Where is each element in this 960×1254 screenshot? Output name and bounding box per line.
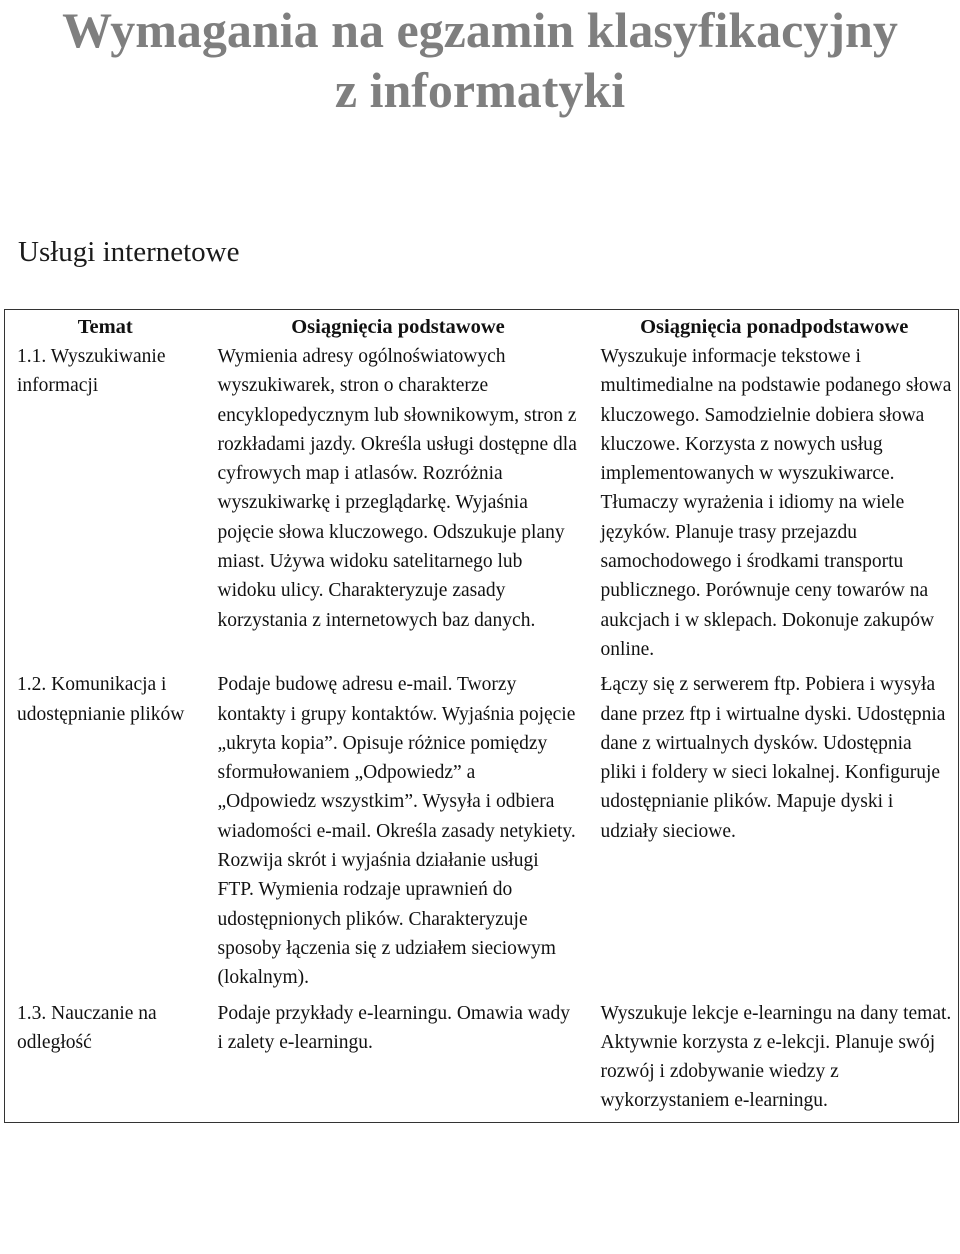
table-row xyxy=(5,342,959,670)
document-title-line-1: Wymagania na egzamin klasyfikacyjny xyxy=(62,2,898,58)
section-title: Usługi internetowe xyxy=(18,236,240,268)
advanced-requirements-cell: Wyszukuje informacje tekstowe i multimedialne na podstawie podanego słowa kluczowego. Samodzielnie dobiera słowa kluczowe. Korzysta z nowych usług implementowanych w wyszukiwarce. Tłumaczy wyrażenia i idiomy na wiele języków. Planuje trasy przejazdu samochodowego i środkami transportu publicznego. Porównuje ceny towarów na aukcjach i w sklepach. Dokonuje zakupów online. xyxy=(591,342,959,670)
basic-requirements-cell: Podaje budowę adresu e-mail. Tworzy kontakty i grupy kontaktów. Wyjaśnia pojęcie „ukryta kopia”. Opisuje różnice pomiędzy sformułowaniem „Odpowiedz” a „Odpowiedz wszystkim”. Wysyła i odbiera wiadomości e-mail. Określa zasady netykiety. Rozwija skrót i wyjaśnia działanie usługi FTP. Wymienia rodzaje uprawnień do udostępnionych plików. Charakteryzuje sposoby łączenia się z udziałem sieciowym (lokalnym). xyxy=(217,674,576,989)
table-row xyxy=(5,670,959,998)
column-header-advanced: Osiągnięcia ponadpodstawowe xyxy=(591,310,959,343)
column-header-basic: Osiągnięcia podstawowe xyxy=(206,310,591,343)
basic-requirements-cell: Podaje przykłady e-learningu. Omawia wady i zalety e-learningu. xyxy=(206,999,591,1123)
document-title xyxy=(0,0,960,120)
column-header-topic: Temat xyxy=(5,310,206,343)
table-header-row xyxy=(5,310,959,343)
advanced-requirements-cell: Wyszukuje lekcje e-learningu na dany temat. Aktywnie korzysta z e-lekcji. Planuje swój rozwój i zdobywanie wiedzy z wykorzystaniem e-learningu. xyxy=(591,999,959,1123)
topic-cell: 1.1. Wyszukiwanie informacji xyxy=(5,342,206,670)
requirements-table xyxy=(4,309,959,1123)
topic-cell: 1.2. Komunikacja i udostępnianie plików xyxy=(5,670,206,998)
basic-requirements-cell: Wymienia adresy ogólnoświatowych wyszukiwarek, stron o charakterze encyklopedycznym lub słownikowym, stron z rozkładami jazdy. Określa usługi dostępne dla cyfrowych map i atlasów. Rozróżnia wyszukiwarkę i przeglądarkę. Wyjaśnia pojęcie słowa kluczowego. Odszukuje plany miast. Używa widoku satelitarnego lub widoku ulicy. Charakteryzuje zasady korzystania z internetowych baz danych. xyxy=(217,346,577,631)
table-row xyxy=(5,999,959,1123)
topic-cell: 1.3. Nauczanie na odległość xyxy=(5,999,206,1123)
advanced-requirements-cell: Łączy się z serwerem ftp. Pobiera i wysyła dane przez ftp i wirtualne dyski. Udostępnia dane z wirtualnych dysków. Udostępnia pliki i foldery w sieci lokalnej. Konfiguruje udostępnianie plików. Mapuje dyski i udziały sieciowe. xyxy=(591,670,959,998)
document-title-line-2: z informatyki xyxy=(334,62,626,118)
